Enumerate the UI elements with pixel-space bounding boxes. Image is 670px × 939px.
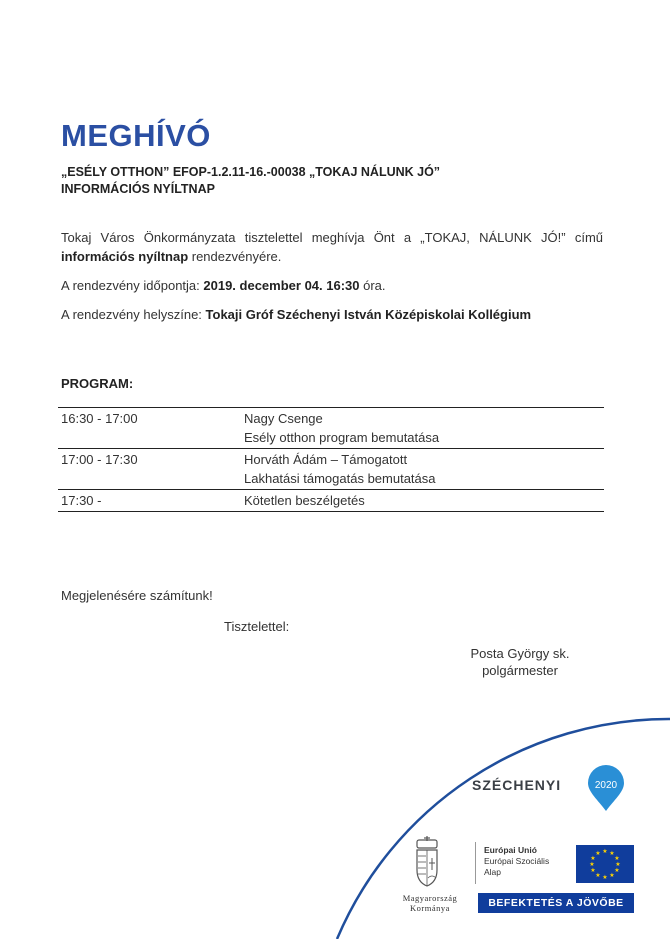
signer-name: Posta György sk. xyxy=(470,646,570,661)
event-time-label: A rendezvény időpontja: xyxy=(61,278,204,293)
kormany-line-2: Kormánya xyxy=(410,903,450,913)
closing-regards: Tisztelettel: xyxy=(224,619,290,634)
kormany-logo-text xyxy=(383,893,477,913)
program-time: 16:30 - 17:00 xyxy=(61,411,138,426)
svg-text:★: ★ xyxy=(589,861,595,868)
svg-text:★: ★ xyxy=(595,850,601,857)
kormany-line-1: Magyarország xyxy=(402,893,458,903)
eu-line-2: Európai Szociális xyxy=(484,856,550,866)
svg-text:★: ★ xyxy=(609,872,615,879)
eu-line-1: Európai Unió xyxy=(484,845,537,855)
program-time: 17:30 - xyxy=(61,493,102,508)
program-topic: Esély otthon program bemutatása xyxy=(244,430,440,445)
eu-flag-icon xyxy=(576,845,634,883)
subtitle-line-1: „ESÉLY OTTHON” EFOP-1.2.11-16.-00038 „TOKAJ NÁLUNK JÓ” xyxy=(61,165,441,179)
szechenyi-year: 2020 xyxy=(594,780,618,791)
svg-text:★: ★ xyxy=(595,872,601,879)
program-speaker: Kötetlen beszélgetés xyxy=(244,493,365,508)
svg-text:★: ★ xyxy=(615,861,621,868)
table-row xyxy=(58,490,604,512)
program-speaker: Nagy Csenge xyxy=(244,411,323,426)
event-place-value: Tokaji Gróf Széchenyi István Középiskolai Kollégium xyxy=(205,307,532,322)
befektetes-banner: BEFEKTETÉS A JÖVŐBE xyxy=(478,893,634,913)
program-time: 17:00 - 17:30 xyxy=(61,452,138,467)
eu-line-3: Alap xyxy=(484,867,502,877)
svg-text:★: ★ xyxy=(614,867,620,874)
event-subtitle xyxy=(61,164,440,198)
svg-text:★: ★ xyxy=(602,848,608,855)
table-row xyxy=(58,449,604,490)
table-row xyxy=(58,408,604,449)
hungarian-coat-of-arms-icon xyxy=(411,836,443,892)
logo-divider xyxy=(475,842,476,884)
subtitle-line-2: INFORMÁCIÓS NYÍLTNAP xyxy=(61,182,215,196)
program-table xyxy=(58,407,604,512)
program-heading: PROGRAM: xyxy=(61,376,134,391)
intro-bold: információs nyíltnap xyxy=(61,249,189,264)
program-topic: Lakhatási támogatás bemutatása xyxy=(244,471,436,486)
program-desc xyxy=(241,408,604,449)
event-time-suffix: óra. xyxy=(359,278,386,293)
intro-text: Tokaj Város Önkormányzata tisztelettel meghívja Önt a „TOKAJ, NÁLUNK JÓ!” című xyxy=(61,230,603,245)
event-time xyxy=(61,276,603,295)
program-desc xyxy=(241,490,604,512)
event-place-label: A rendezvény helyszíne: xyxy=(61,307,206,322)
svg-text:★: ★ xyxy=(590,867,596,874)
svg-text:★: ★ xyxy=(590,855,596,862)
event-time-value: 2019. december 04. 16:30 xyxy=(203,278,360,293)
szechenyi-logo-text: SZÉCHENYI xyxy=(472,777,562,793)
svg-text:★: ★ xyxy=(614,855,620,862)
svg-text:★: ★ xyxy=(602,874,608,881)
program-speaker: Horváth Ádám – Támogatott xyxy=(244,452,408,467)
intro-text-end: rendezvényére. xyxy=(188,249,282,264)
event-place xyxy=(61,305,603,324)
svg-text:★: ★ xyxy=(609,850,615,857)
closing-expect: Megjelenésére számítunk! xyxy=(61,588,213,603)
page-title: MEGHÍVÓ xyxy=(61,118,211,153)
intro-paragraph xyxy=(61,228,603,266)
program-desc xyxy=(241,449,604,490)
signature-block xyxy=(430,645,610,679)
eu-fund-text xyxy=(484,845,549,878)
szechenyi-2020-pin-icon xyxy=(586,764,626,812)
signer-role: polgármester xyxy=(482,663,558,678)
